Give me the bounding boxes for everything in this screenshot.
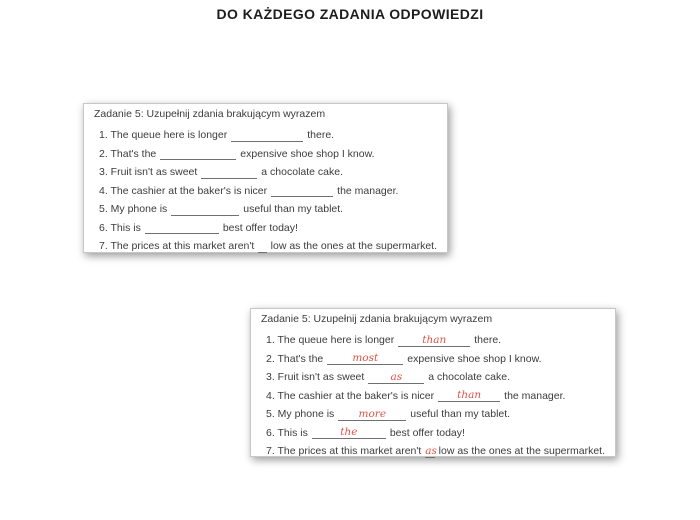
task-header: Zadanie 5: Uzupełnij zdania brakującym wyrazem [94,108,326,120]
sentence-row [94,145,437,164]
sentence-text: 5. My phone is [99,203,168,216]
answer-blank [258,241,266,253]
handwritten-answer: most [352,352,379,364]
sentence-text: useful than my tablet. [243,203,344,216]
sentence-row [261,442,605,461]
answer-blank [145,222,219,234]
sentence-text: 2. That's the [99,147,157,160]
sentence-text: there. [307,129,335,142]
sentence-text: 3. Fruit isn't as sweet [99,166,198,179]
worksheet-card-answered [250,308,616,457]
handwritten-answer: than [457,389,482,401]
sentence-row [94,219,437,238]
sentence-text: 1. The queue here is longer [266,334,395,347]
handwritten-answer: more [358,407,387,420]
sentence-row [261,368,605,387]
answer-blank [327,353,403,365]
sentence-row [94,200,437,219]
sentence-row [261,405,605,424]
answer-blank [201,167,257,179]
sentence-text: useful than my tablet. [410,408,511,421]
answer-blank [231,130,303,142]
sentence-row [94,237,437,256]
answer-blank [425,444,437,458]
sentence-text: low as the ones at the supermarket. [438,445,605,458]
sentence-text: 2. That's the [266,352,324,365]
handwritten-answer: the [340,426,358,438]
handwritten-answer: than [422,333,447,346]
sentence-row [261,350,605,369]
answer-blank [398,335,470,347]
sentence-text: low as the ones at the supermarket. [270,240,437,253]
answer-blank [160,148,236,160]
answer-blank [368,372,424,384]
sentence-row [261,331,605,350]
sentence-text: the manager. [337,184,399,197]
sentence-text: 3. Fruit isn't as sweet [266,371,365,384]
handwritten-answer: as [390,370,403,383]
worksheet-card-blank [83,103,448,253]
task-header: Zadanie 5: Uzupełnij zdania brakującym wyrazem [261,313,493,325]
page-title: DO KAŻDEGO ZADANIA ODPOWIEDZI [216,6,484,22]
sentence-text: 6. This is [99,221,141,234]
answer-blank [171,204,239,216]
sentence-row [261,424,605,443]
sentence-row [94,182,437,201]
answer-blank [271,185,333,197]
sentence-text: 5. My phone is [266,408,335,421]
sentence-text: expensive shoe shop I know. [407,352,542,365]
sentence-text: best offer today! [389,426,465,439]
sentence-text: 4. The cashier at the baker's is nicer [99,184,268,197]
sentence-text: the manager. [504,389,566,402]
sentence-row [94,163,437,182]
handwritten-answer: as [425,444,437,457]
answer-blank [438,390,500,402]
sentence-text: a chocolate cake. [428,371,511,384]
sentence-text: 4. The cashier at the baker's is nicer [266,389,435,402]
sentence-text: 1. The queue here is longer [99,129,228,142]
sentence-text: 7. The prices at this market aren't [266,445,422,458]
sentence-row [94,126,437,145]
answer-blank [312,427,386,439]
sentence-text: expensive shoe shop I know. [240,147,375,160]
sentence-text: 7. The prices at this market aren't [99,240,255,253]
sentence-text: a chocolate cake. [261,166,344,179]
sentence-text: 6. This is [266,426,308,439]
sentence-text: best offer today! [222,221,298,234]
sentence-text: there. [474,334,502,347]
sentence-row [261,387,605,406]
answer-blank [338,409,406,421]
